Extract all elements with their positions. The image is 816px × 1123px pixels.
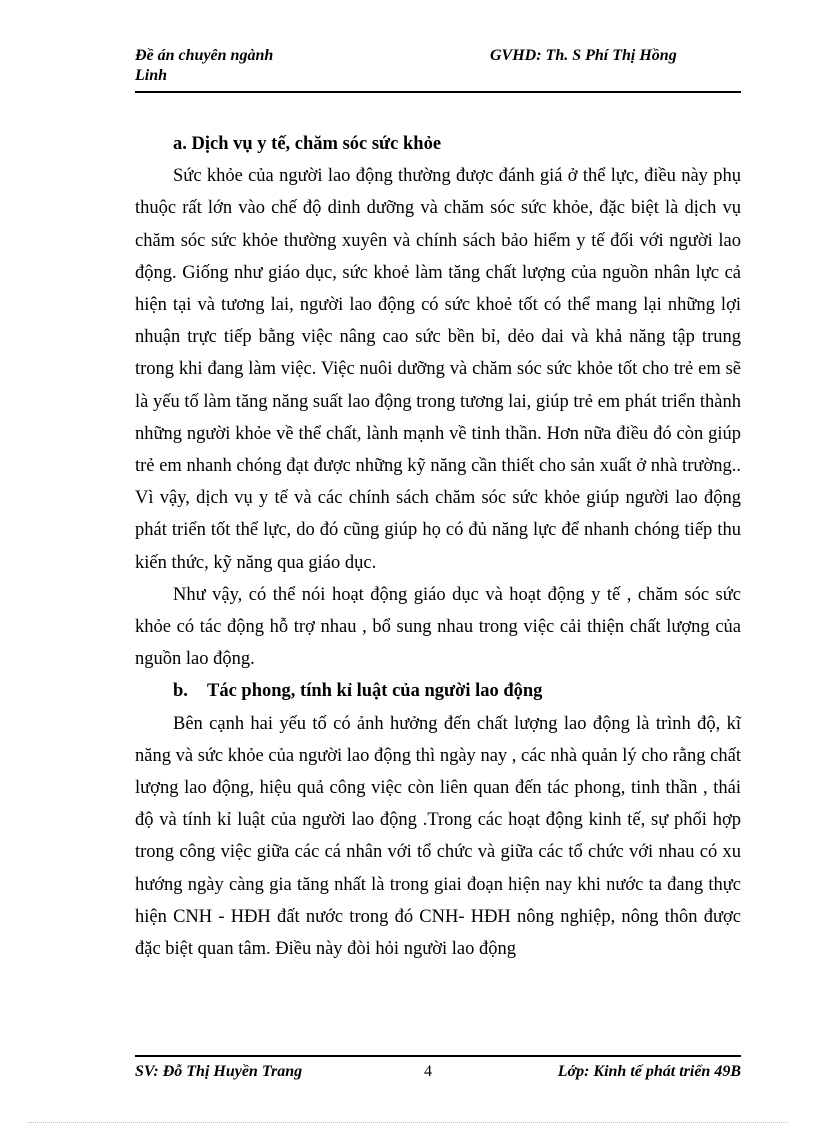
section-heading-b	[135, 675, 741, 707]
page-body	[135, 128, 741, 965]
header-supervisor: GVHD: Th. S Phí Thị Hồng	[490, 47, 677, 64]
page-number: 4	[424, 1063, 432, 1080]
section-number: b.	[173, 681, 188, 702]
footer-student: SV: Đỗ Thị Huyền Trang	[135, 1063, 303, 1080]
footer-class: Lớp: Kinh tế phát triển 49B	[557, 1063, 741, 1080]
page-footer	[135, 1055, 741, 1087]
section-title: Tác phong, tính kỉ luật của người lao động	[207, 681, 543, 702]
section-heading-a: a. Dịch vụ y tế, chăm sóc sức khỏe	[173, 134, 442, 154]
header-left	[135, 46, 273, 86]
paragraph: Bên cạnh hai yếu tố có ảnh hưởng đến chất lượng lao động là trình độ, kĩ năng và sức khỏe của người lao động thì ngày nay , các nhà quản lý cho rằng chất lượng lao động, hiệu quả công việc còn liên quan đến tác phong, tinh thần , thái độ và tính kỉ luật của người lao động .Trong các hoạt động kinh tế, sự phối hợp trong công việc giữa các cá nhân với tổ chức và giữa các tổ chức với nhau có xu hướng ngày càng gia tăng nhất là trong giai đoạn hiện nay khi nước ta đang thực hiện CNH - HĐH đất nước trong đó CNH- HĐH nông nghiệp, nông thôn được đặc biệt quan tâm. Điều này đòi hỏi người lao động	[135, 713, 741, 960]
header-course-title: Đề án chuyên ngành	[135, 47, 274, 64]
page-header	[135, 46, 741, 93]
paragraph: Như vậy, có thể nói hoạt động giáo dục và hoạt động y tế , chăm sóc sức khỏe có tác động hỗ trợ nhau , bổ sung nhau trong việc cải thiện chất lượng của nguồn lao động.	[135, 584, 741, 670]
paragraph: Sức khỏe của người lao động thường được đánh giá ở thể lực, điều này phụ thuộc rất lớn vào chế độ dinh dưỡng và chăm sóc sức khỏe, đặc biệt là dịch vụ chăm sóc sức khỏe thường xuyên và chính sách bảo hiểm y tế đối với người lao động. Giống như giáo dục, sức khoẻ làm tăng chất lượng của nguồn nhân lực cả hiện tại và tương lai, người lao động có sức khoẻ tốt có thể mang lại những lợi nhuận trực tiếp bằng việc nâng cao sức bền bỉ, dẻo dai và khả năng tập trung trong khi đang làm việc. Việc nuôi dưỡng và chăm sóc sức khỏe tốt cho trẻ em sẽ là yếu tố làm tăng năng suất lao động trong tương lai, giúp trẻ em phát triển thành những người khỏe về thể chất, lành mạnh về tinh thần. Hơn nữa điều đó còn giúp trẻ em nhanh chóng đạt được những kỹ năng cần thiết cho sản xuất ở nhà trường.. Vì vậy, dịch vụ y tế và các chính sách chăm sóc sức khỏe giúp người lao động phát triển tốt thể lực, do đó cũng giúp họ có đủ năng lực để nhanh chóng tiếp thu kiến thức, kỹ năng qua giáo dục.	[135, 166, 741, 573]
header-course-title-cont: Linh	[135, 67, 168, 84]
